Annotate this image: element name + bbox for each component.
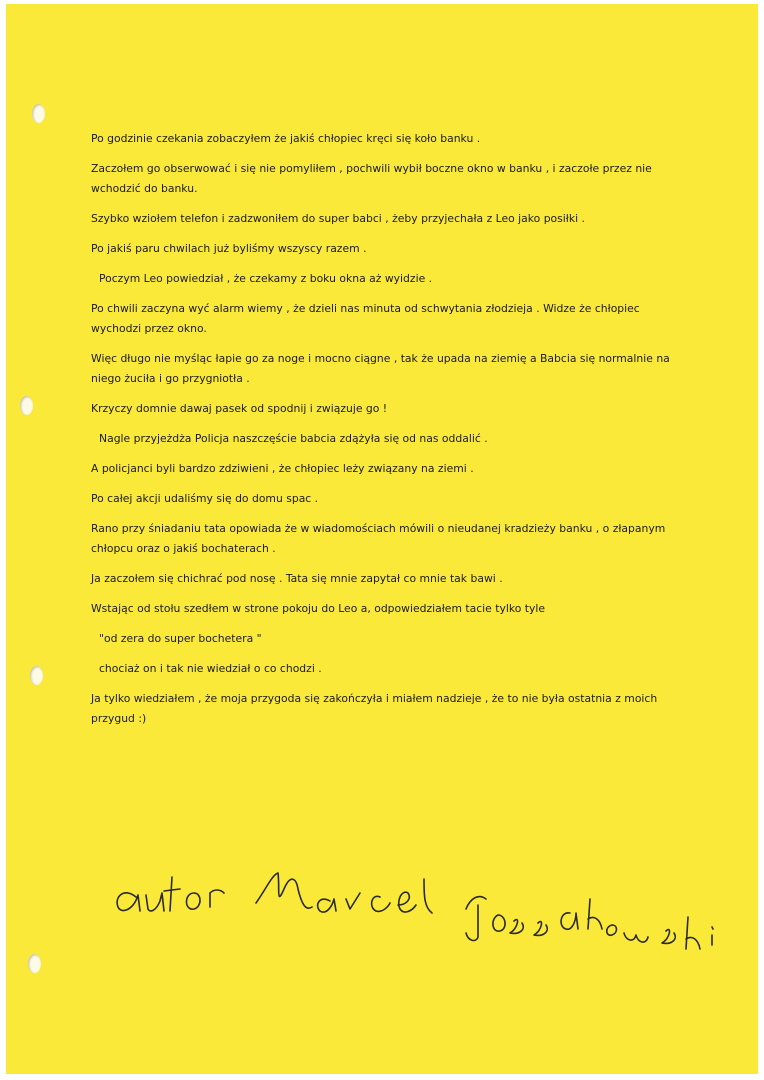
paragraph: Po godzinie czekania zobaczyłem że jakiś chłopiec kręci się koło banku . [91,132,481,145]
punch-hole-lower [30,666,43,685]
paragraph: Szybko wziołem telefon i zadzwoniłem do super babci , żeby przyjechała z Leo jako posiłki . [91,212,585,225]
paragraph: Nagle przyjeżdża Policja naszczęście babcia zdążyła się od nas oddalić . [99,432,488,445]
punch-hole-top [32,104,45,123]
paragraph: Więc długo nie myśląc łapie go za noge i mocno ciągne , tak że upada na ziemię a Babcia się normalnie na niego żuciła i go przygniotła . [91,352,670,385]
paragraph: chociaż on i tak nie wiedział o co chodzi . [99,662,322,675]
paragraph: Ja tylko wiedziałem , że moja przygoda się zakończyła i miałem nadzieje , że to nie była ostatnia z moich przygud :) [91,692,658,725]
paragraph: Zaczołem go obserwować i się nie pomyliłem , pochwili wybił boczne okno w banku , i zaczołe przez nie wchodzić do banku. [91,162,652,195]
paragraph: Krzyczy domnie dawaj pasek od spodnij i związuje go ! [91,402,388,415]
paragraph: Po chwili zaczyna wyć alarm wiemy , że dzieli nas minuta od schwytania złodzieja . Widze że chłopiec wychodzi przez okno. [91,302,640,335]
paragraph: Po całej akcji udaliśmy się do domu spac . [91,492,319,505]
punch-hole-middle [20,396,33,415]
paragraph: Po jakiś paru chwilach już byliśmy wszyscy razem . [91,242,367,255]
paragraph: "od zera do super bochetera " [99,632,262,645]
paragraph: A policjanci byli bardzo zdziwieni , że chłopiec leży związany na ziemi . [91,462,474,475]
handwritten-signature [106,849,746,989]
story-text [91,129,691,739]
paragraph: Wstając od stołu szedłem w strone pokoju do Leo a, odpowiedziałem tacie tylko tyle [91,602,546,615]
paragraph: Ja zaczołem się chichrać pod nosę . Tata się mnie zapytał co mnie tak bawi . [91,572,503,585]
paragraph: Poczym Leo powiedział , że czekamy z boku okna aż wyidzie . [99,272,433,285]
punch-hole-bottom [28,954,41,973]
paper-sheet [6,4,758,1074]
paragraph: Rano przy śniadaniu tata opowiada że w wiadomościach mówili o nieudanej kradzieży banku , o złapanym chłopcu oraz o jakiś bochaterach . [91,522,666,555]
